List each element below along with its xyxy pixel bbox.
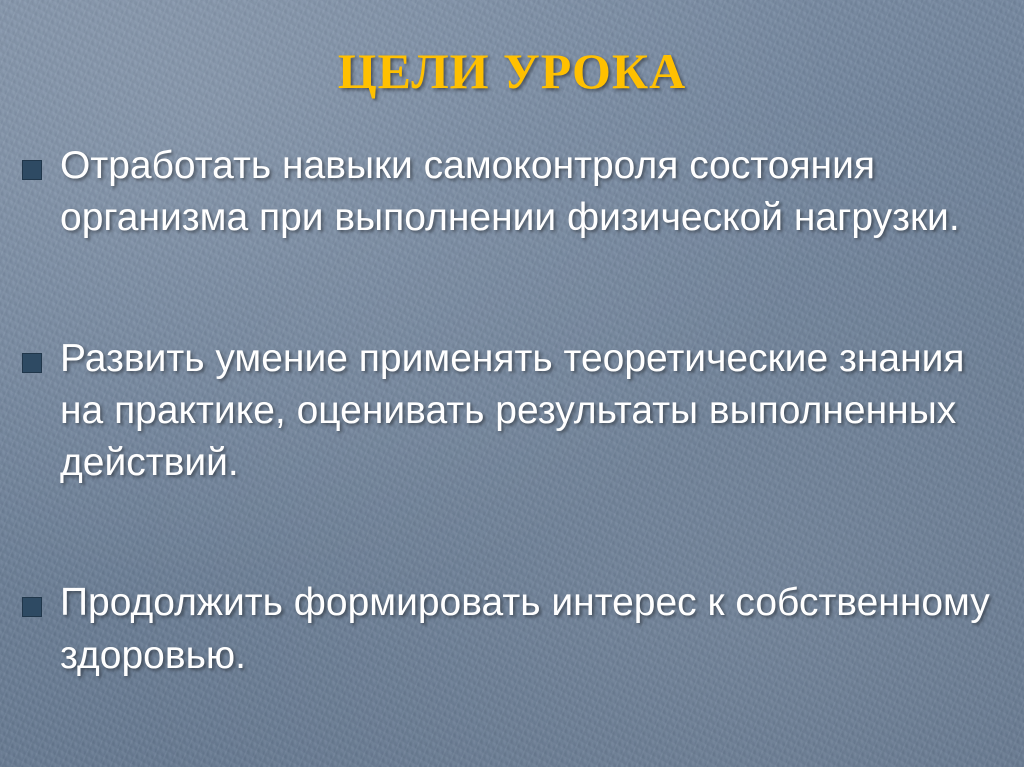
page-title: ЦЕЛИ УРОКА bbox=[337, 43, 687, 99]
square-bullet-icon bbox=[22, 353, 42, 373]
list-item bbox=[22, 140, 1006, 245]
bullet-list bbox=[22, 140, 1006, 692]
square-bullet-icon bbox=[22, 160, 42, 180]
list-item bbox=[22, 577, 1006, 682]
list-item-text: Развить умение применять теоретические знания на практике, оценивать результаты выполненных действий. bbox=[60, 336, 965, 484]
spacer bbox=[22, 499, 1006, 577]
list-item-text: Отработать навыки самоконтроля состояния организма при выполнении физической нагрузки. bbox=[60, 144, 960, 240]
spacer bbox=[22, 255, 1006, 333]
square-bullet-icon bbox=[22, 597, 42, 617]
list-item bbox=[22, 333, 1006, 490]
list-item-text: Продолжить формировать интерес к собственному здоровью. bbox=[60, 581, 990, 677]
